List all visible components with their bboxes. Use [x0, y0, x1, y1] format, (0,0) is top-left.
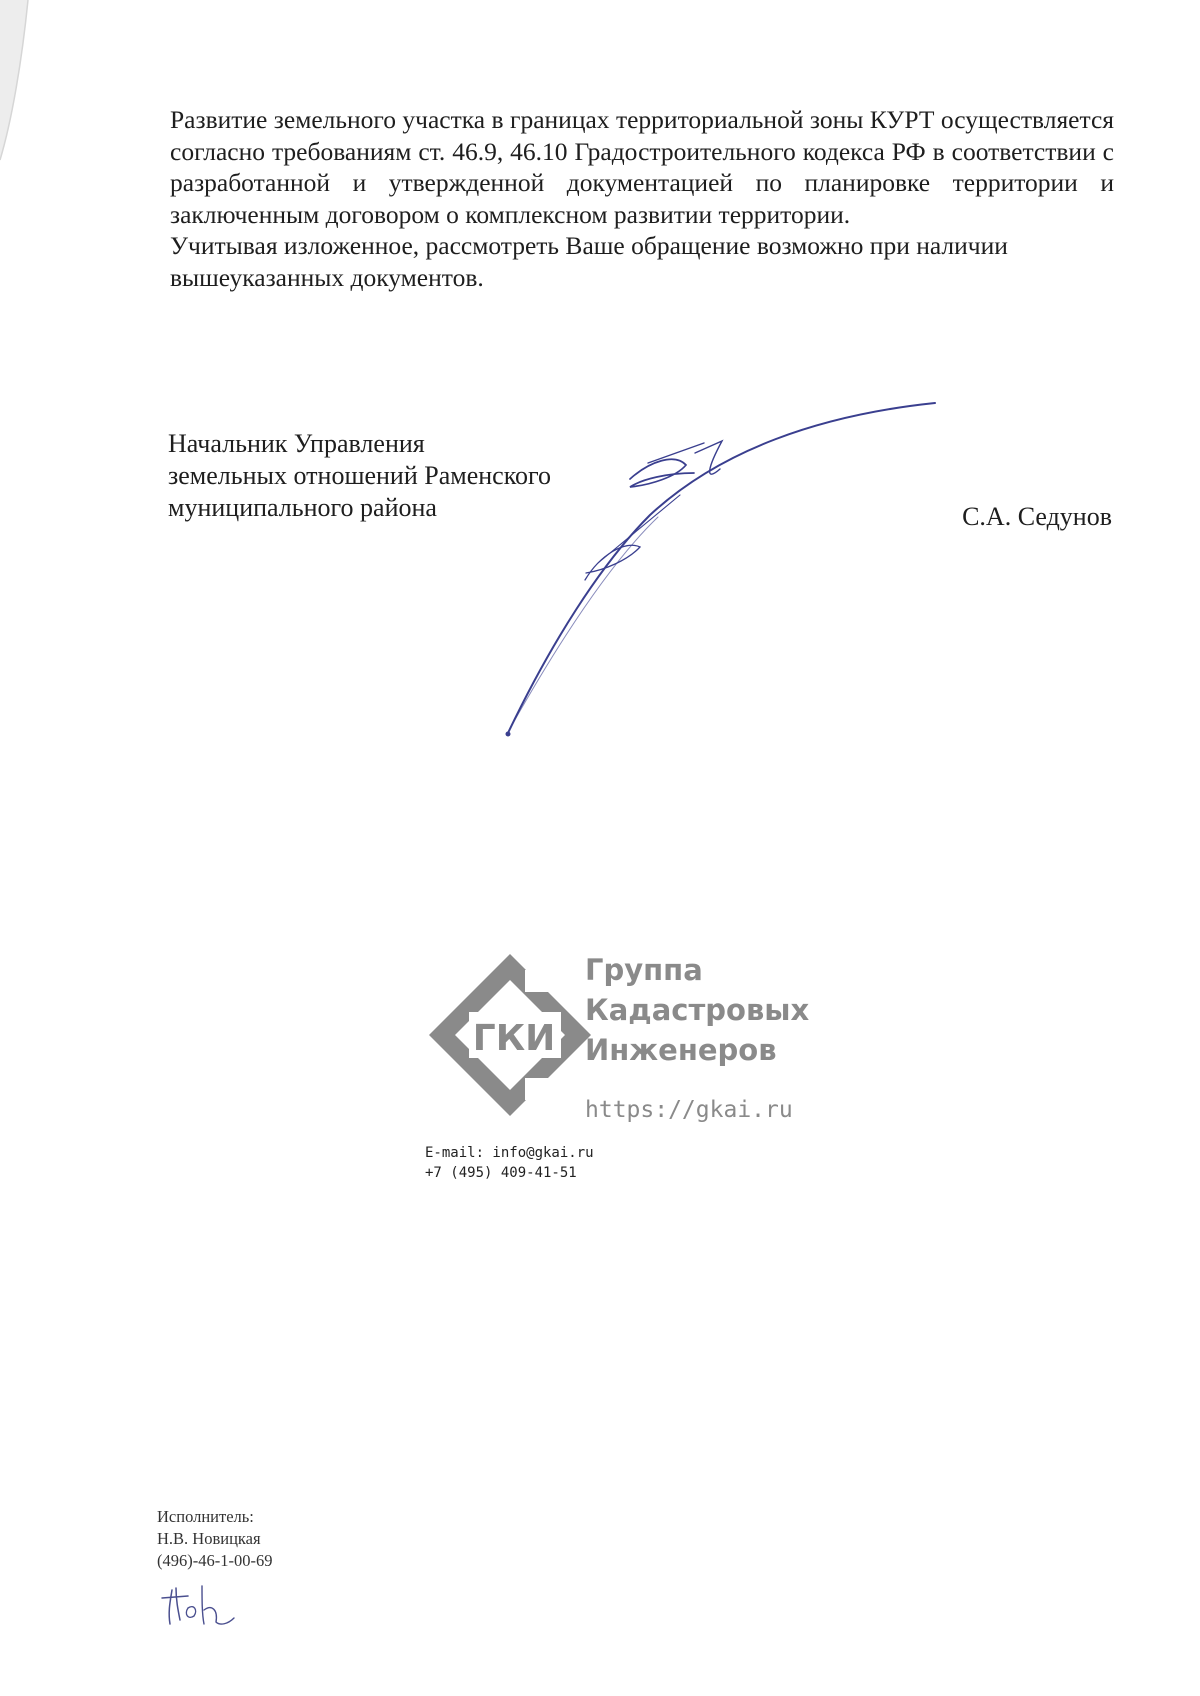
- signatory-title-line: муниципального района: [168, 493, 437, 522]
- executor-name: Н.В. Новицкая: [157, 1529, 261, 1548]
- company-name: [585, 950, 809, 1070]
- company-name-line: Кадастровых: [585, 993, 810, 1027]
- company-name-line: Группа: [585, 953, 703, 987]
- company-url[interactable]: https://gkai.ru: [585, 1097, 793, 1123]
- executor-phone: (496)-46-1-00-69: [157, 1551, 273, 1570]
- executor-label: Исполнитель:: [157, 1507, 254, 1526]
- scan-edge-shadow: [0, 0, 60, 220]
- signatory-name: С.А. Седунов: [962, 502, 1112, 531]
- company-email[interactable]: E-mail: info@gkai.ru: [425, 1145, 594, 1161]
- executor-initials-signature: [158, 1580, 248, 1635]
- paragraph-development: Развитие земельного участка в границах территориальной зоны КУРТ осуществляется согласно требованиям ст. 46.9, 46.10 Градостроительного кодекса РФ в соответствии с разработанной и утвержденной документацией по планировке территории и заключенным договором о комплексном развитии территории.: [170, 105, 1114, 229]
- logo-monogram: ГКИ: [472, 1018, 556, 1059]
- paragraph-conclusion: Учитывая изложенное, рассмотреть Ваше обращение возможно при наличии вышеуказанных документов.: [170, 231, 1008, 292]
- executor-block: [157, 1506, 272, 1572]
- company-phone: +7 (495) 409-41-51: [425, 1165, 577, 1181]
- handwritten-signature: [490, 395, 950, 745]
- gki-logo: [425, 950, 595, 1120]
- company-name-line: Инженеров: [585, 1033, 777, 1067]
- signatory-title-line: земельных отношений Раменского: [168, 461, 552, 490]
- letter-body: [170, 104, 1114, 294]
- signatory-title-line: Начальник Управления: [168, 429, 425, 458]
- company-contacts: [425, 1143, 594, 1183]
